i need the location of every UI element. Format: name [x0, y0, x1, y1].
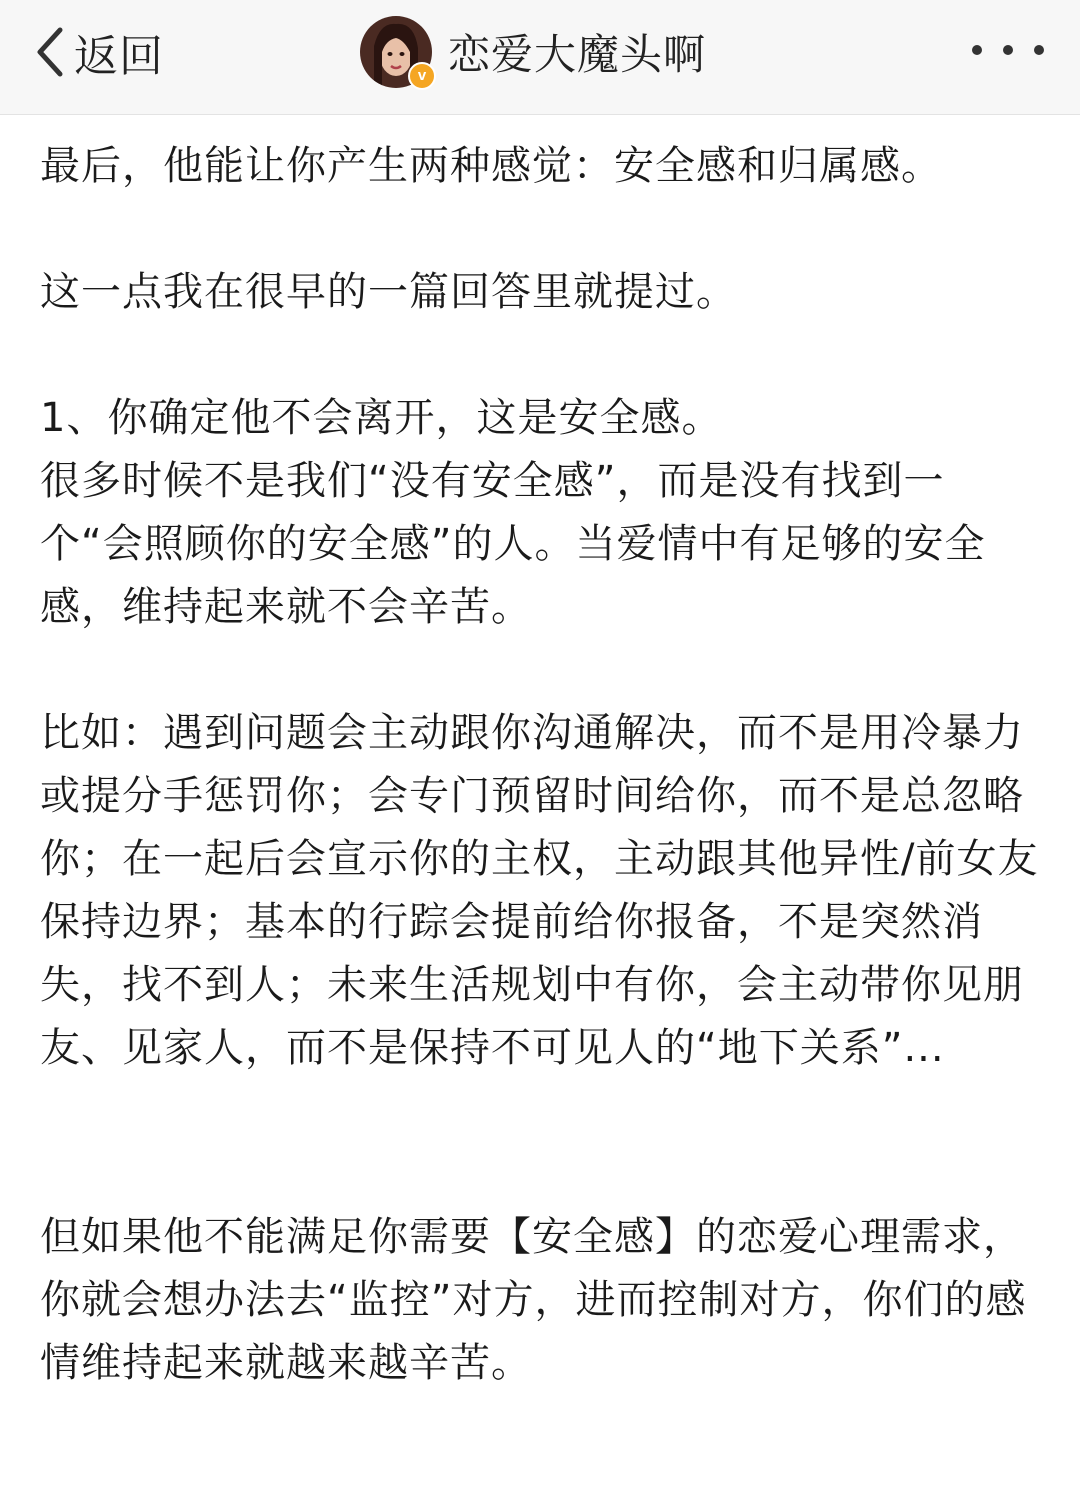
author-name[interactable]: 恋爱大魔头啊: [448, 30, 707, 79]
more-button[interactable]: [972, 30, 1044, 70]
paragraph: 比如：遇到问题会主动跟你沟通解决，而不是用冷暴力或提分手惩罚你；会专门预留时间给你，而不是总忽略你；在一起后会宣示你的主权，主动跟其他异性/前女友保持边界；基本的行踪会提前给你报备，不是突然消失，找不到人；未来生活规划中有你，会主动带你见朋友、见家人，而不是保持不可见人的“地下关系”...: [40, 710, 1039, 1071]
paragraph: 很多时候不是我们“没有安全感”，而是没有找到一个“会照顾你的安全感”的人。当爱情中有足够的安全感，维持起来就不会辛苦。: [40, 458, 986, 630]
paragraph: 这一点我在很早的一篇回答里就提过。: [40, 269, 737, 315]
paragraph: 最后，他能让你产生两种感觉：安全感和归属感。: [40, 143, 942, 189]
more-dot-icon: [1003, 45, 1013, 55]
top-nav-bar: [0, 0, 1080, 115]
back-button[interactable]: [30, 20, 164, 84]
avatar[interactable]: [360, 16, 432, 88]
back-label: 返回: [74, 31, 164, 82]
author-info[interactable]: [360, 16, 706, 88]
paragraph-heading: 1、你确定他不会离开，这是安全感。: [40, 395, 723, 441]
more-dot-icon: [972, 45, 982, 55]
chevron-left-icon: [30, 24, 70, 80]
article-body: [40, 135, 1040, 1395]
more-dot-icon: [1034, 45, 1044, 55]
paragraph: 但如果他不能满足你需要【安全感】的恋爱心理需求，你就会想办法去“监控”对方，进而控制对方，你们的感情维持起来就越来越辛苦。: [40, 1214, 1027, 1386]
verified-badge-icon: v: [408, 62, 436, 90]
